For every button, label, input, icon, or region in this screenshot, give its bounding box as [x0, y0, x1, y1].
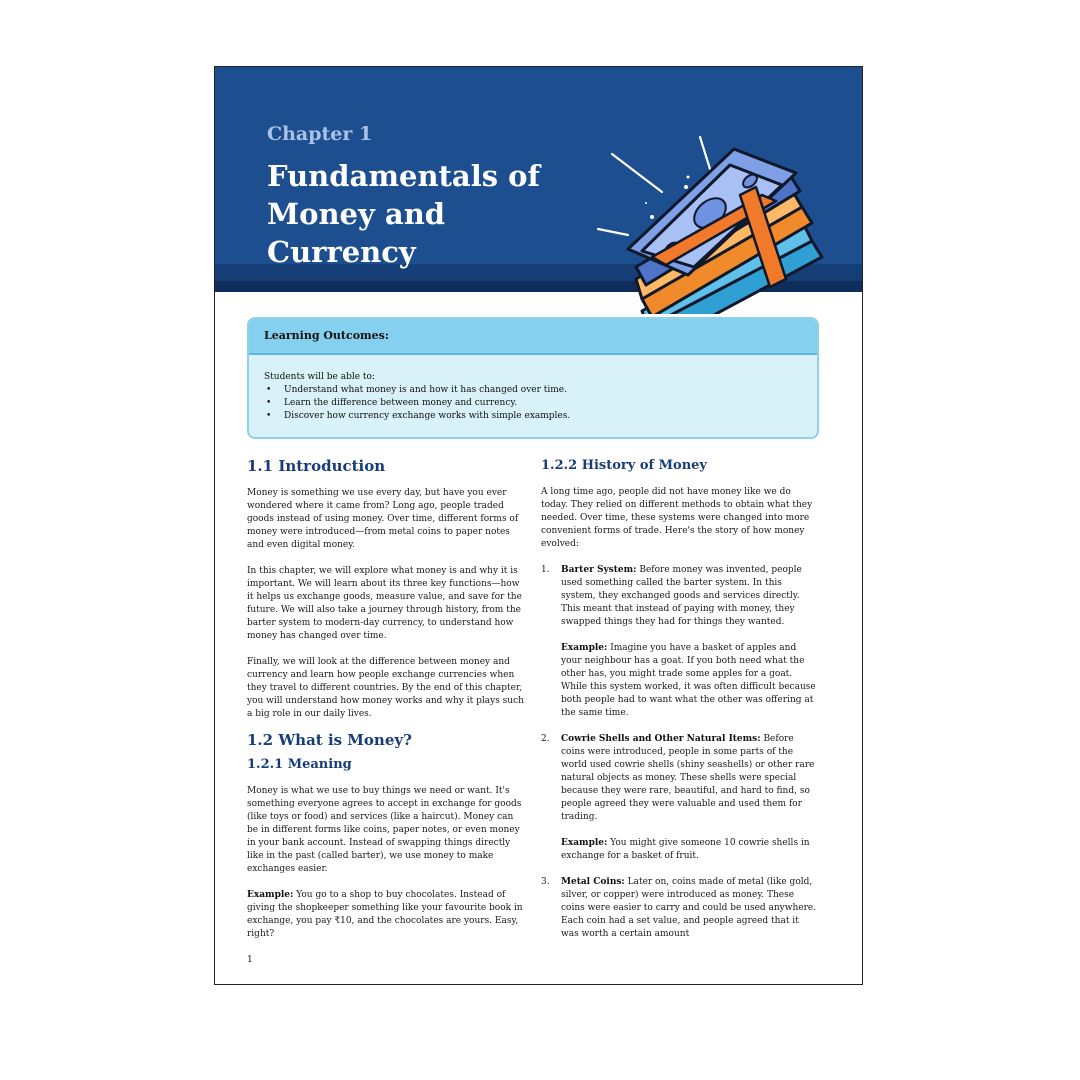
list-item-body: Later on, coins made of metal (like gold, silver, or copper) were introduced as money. These coins were easier to carry and could be used anywhere. Each coin had a set value, and people agreed that it was worth a certain amount [561, 877, 817, 939]
history-list [541, 564, 819, 941]
example-text: You go to a shop to buy chocolates. Instead of giving the shopkeeper something like your favourite book in exchange, you pay ₹10, and the chocolates are yours. Easy, right? [247, 890, 523, 939]
list-item-text [561, 876, 819, 941]
example-text: You might give someone 10 cowrie shells in exchange for a basket of fruit. [561, 838, 810, 861]
example-label: Example: [247, 890, 294, 900]
list-number: 1. [541, 565, 550, 575]
learning-outcomes-body [249, 355, 817, 423]
subsection-heading-meaning: 1.2.1 Meaning [247, 757, 352, 772]
document-page [214, 66, 863, 985]
page-number: 1 [247, 955, 253, 965]
list-item-body: Before coins were introduced, people in some parts of the world used cowrie shells (shiny seashells) or other rare natural objects as money. These shells were special because they were rare, beautiful, and hard to find, so people agreed they were valuable and used them for trading. [561, 734, 815, 822]
list-number: 3. [541, 877, 550, 887]
list-item-text [561, 733, 819, 824]
list-item [541, 733, 819, 863]
example-text: Imagine you have a basket of apples and your neighbour has a goat. If you both need what the other has, you might trade some apples for a goat. While this system worked, it was often difficult because both people had to want what the other was offering at the same time. [561, 643, 816, 718]
list-item-label: Barter System: [561, 565, 637, 575]
chapter-title [267, 157, 597, 271]
list-item-body: Before money was invented, people used something called the barter system. In this system, they exchanged goods and services directly. This meant that instead of paying with money, they swapped things they had for things they wanted. [561, 565, 802, 627]
list-item-label: Cowrie Shells and Other Natural Items: [561, 734, 761, 744]
money-stack-icon [590, 99, 830, 314]
right-column [541, 455, 819, 941]
example-paragraph [247, 889, 527, 941]
chapter-title-line1: Fundamentals of [267, 159, 540, 193]
learning-outcomes-box [247, 317, 819, 439]
section-heading-introduction: 1.1 Introduction [247, 457, 386, 475]
subsection-heading-history: 1.2.2 History of Money [541, 458, 707, 473]
paragraph: Money is something we use every day, but have you ever wondered where it came from? Long ago, people traded goods instead of using money. Over time, different forms of money were introduced—from metal coins to paper notes and even digital money. [247, 488, 519, 550]
learning-outcomes-list [264, 384, 817, 423]
chapter-title-line2: Money and Currency [267, 197, 446, 269]
paragraph: Money is what we use to buy things we need or want. It's something everyone agrees to accept in exchange for goods (like toys or food) and services (like a haircut). Money can be in different forms like coins, paper notes, or even money in your bank account. Instead of swapping things directly like in the past (called barter), we use money to make exchanges easier. [247, 786, 522, 874]
learning-outcomes-title: Learning Outcomes: [249, 319, 817, 355]
list-item [541, 876, 819, 941]
section-heading-what-is-money: 1.2 What is Money? [247, 731, 412, 749]
paragraph: In this chapter, we will explore what money is and why it is important. We will learn about its three key functions—how it helps us exchange goods, measure value, and save for the future. We will also take a journey through history, from the barter system to modern-day currency, to understand how money has changed over time. [247, 566, 522, 641]
list-item [541, 564, 819, 720]
example-paragraph [561, 642, 819, 720]
learning-outcomes-intro: Students will be able to: [264, 372, 375, 382]
chapter-label: Chapter 1 [267, 123, 373, 145]
list-number: 2. [541, 734, 550, 744]
example-label: Example: [561, 838, 608, 848]
paragraph: A long time ago, people did not have money like we do today. They relied on different methods to obtain what they needed. Over time, these systems were changed into more convenient forms of trade. Here's the story of how money evolved: [541, 487, 813, 549]
list-item: • Understand what money is and how it has changed over time. [264, 384, 817, 397]
paragraph: Finally, we will look at the difference between money and currency and learn how people exchange currencies when they travel to different countries. By the end of this chapter, you will understand how money works and why it plays such a big role in our daily lives. [247, 657, 524, 719]
list-item-label: Metal Coins: [561, 877, 625, 887]
left-column [247, 455, 527, 941]
list-item-text [561, 564, 819, 629]
example-paragraph [561, 837, 819, 863]
list-item: • Discover how currency exchange works with simple examples. [264, 410, 817, 423]
list-item: • Learn the difference between money and currency. [264, 397, 817, 410]
example-label: Example: [561, 643, 608, 653]
